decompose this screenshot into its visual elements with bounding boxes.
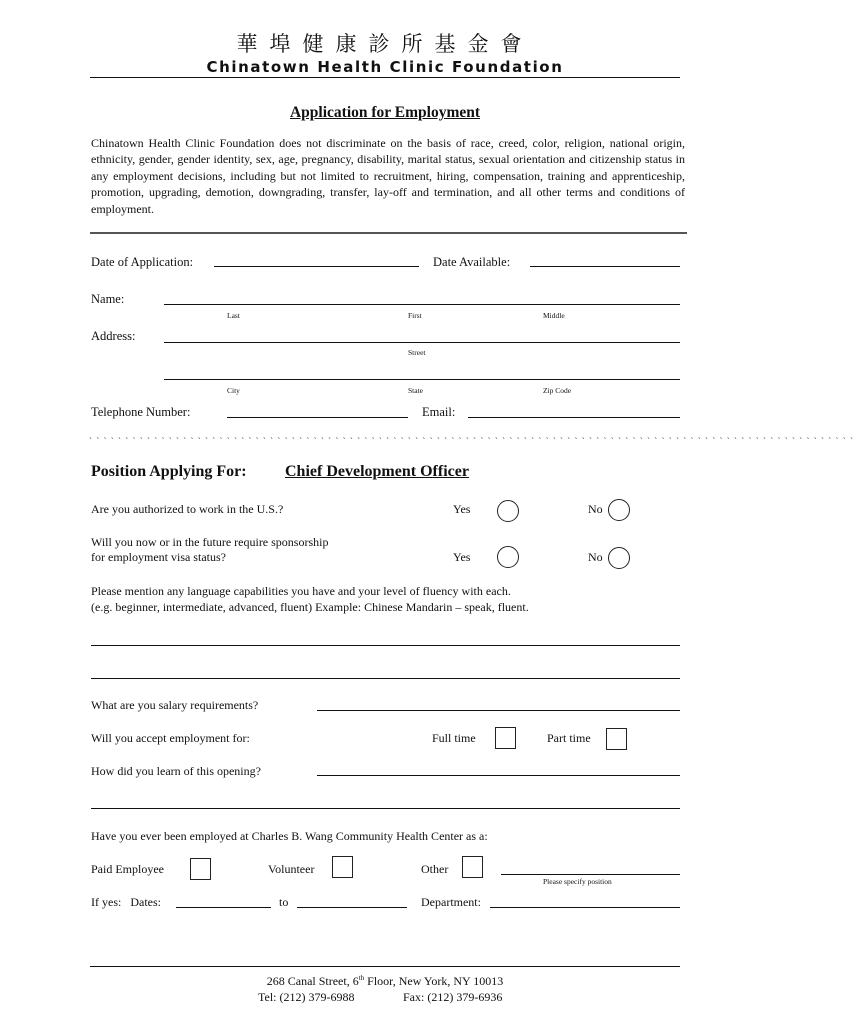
section-rule [90,232,687,234]
name-label: Name: [91,292,125,306]
other-label: Other [421,862,449,876]
footer-address-post: Floor, New York, NY 10013 [364,974,504,988]
sponsorship-no-radio[interactable] [608,547,630,569]
learn-field[interactable] [317,775,680,776]
dates-to-field[interactable] [297,907,407,908]
footer-rule [90,966,680,967]
zip-caption: Zip Code [543,386,572,395]
department-label: Department: [421,895,481,909]
volunteer-checkbox[interactable] [332,856,353,878]
authorized-question: Are you authorized to work in the U.S.? [91,502,284,516]
other-position-field[interactable] [501,874,680,875]
date-available-label: Date Available: [433,255,511,269]
paid-employee-label: Paid Employee [91,862,164,876]
part-time-label: Part time [547,731,591,745]
footer-address-pre: 268 Canal Street, 6 [266,974,359,988]
language-instruction-line2: (e.g. beginner, intermediate, advanced, fluent) Example: Chinese Mandarin – speak, fluent. [91,600,529,614]
footer-address-sup: th [358,974,365,982]
language-instruction-line1: Please mention any language capabilities you have and your level of fluency with each. [91,584,511,598]
authorized-yes-label: Yes [453,502,471,516]
salary-question: What are you salary requirements? [91,698,259,712]
position-label: Position Applying For: [91,463,247,480]
state-caption: State [408,386,423,395]
date-of-application-label: Date of Application: [91,255,194,269]
disclaimer-paragraph: Chinatown Health Clinic Foundation does not discriminate on the basis of race, creed, color, religion, national origin, ethnicity, gender, gender identity, sex, age, pregnancy, disability, marital status, sexual orientation and citizenship status in any employment decisions, including but not limited to recruitment, hiring, compensation, training and apprenticeship, promotion, upgrading, demotion, downgrading, transfer, lay-off and termination, and all other terms and conditions of employment. [91,136,685,216]
part-time-checkbox[interactable] [606,728,627,750]
salary-field[interactable] [317,710,680,711]
sponsorship-no-label: No [588,550,603,564]
paid-employee-checkbox[interactable] [190,858,211,880]
header-rule [90,77,680,78]
city-caption: City [227,386,240,395]
learn-field-2[interactable] [91,808,680,809]
date-available-field[interactable] [530,266,680,267]
name-first-caption: First [408,311,422,320]
department-field[interactable] [490,907,680,908]
form-title: Application for Employment [289,104,481,121]
if-yes-dates-label: If yes: Dates: [91,895,161,909]
footer-tel: Tel: (212) 379-6988 [258,990,355,1004]
sponsorship-question-line1: Will you now or in the future require sponsorship [91,535,329,549]
sponsorship-yes-radio[interactable] [497,546,519,568]
email-label: Email: [422,405,456,419]
address-label: Address: [91,329,136,343]
name-field[interactable] [164,304,680,305]
volunteer-label: Volunteer [268,862,315,876]
telephone-field[interactable] [227,417,408,418]
position-value: Chief Development Officer [285,463,469,480]
name-last-caption: Last [227,311,240,320]
name-middle-caption: Middle [543,311,565,320]
street-field[interactable] [164,342,680,343]
full-time-label: Full time [432,731,476,745]
telephone-label: Telephone Number: [91,405,191,419]
authorized-no-radio[interactable] [608,499,630,521]
footer-address [0,974,770,989]
language-field-1[interactable] [91,645,680,646]
previous-employment-question: Have you ever been employed at Charles B. Wang Community Health Center as a: [91,829,488,843]
chinese-org-title: 華埠健康診所基金會 [236,32,534,56]
dotted-divider: ` ` ` ` ` ` ` ` ` ` ` ` ` ` ` ` ` ` ` ` ` ` ` ` ` ` ` ` ` ` ` ` ` ` ` ` ` ` ` ` ` ` ` ` ` ` ` ` ` ` ` ` ` ` ` ` ` ` ` ` ` ` ` ` ` ` ` ` ` ` ` ` ` ` ` ` ` ` ` ` ` ` ` ` ` ` ` ` ` ` ` ` ` ` ` ` ` ` ` ` ` ` ` ` ` ` [89,436,854,446]
city-state-zip-field[interactable] [164,379,680,380]
sponsorship-question-line2: for employment visa status? [91,550,226,564]
authorized-no-label: No [588,502,603,516]
other-checkbox[interactable] [462,856,483,878]
sponsorship-yes-label: Yes [453,550,471,564]
other-position-caption: Please specify position [543,877,612,886]
dates-to-label: to [279,895,289,909]
language-field-2[interactable] [91,678,680,679]
employment-type-question: Will you accept employment for: [91,731,250,745]
authorized-yes-radio[interactable] [497,500,519,522]
org-name: Chinatown Health Clinic Foundation [206,58,564,76]
full-time-checkbox[interactable] [495,727,516,749]
footer-fax: Fax: (212) 379-6936 [403,990,503,1004]
learn-question: How did you learn of this opening? [91,764,261,778]
email-field[interactable] [468,417,680,418]
dates-from-field[interactable] [176,907,271,908]
street-caption: Street [408,348,426,357]
date-of-application-field[interactable] [214,266,419,267]
